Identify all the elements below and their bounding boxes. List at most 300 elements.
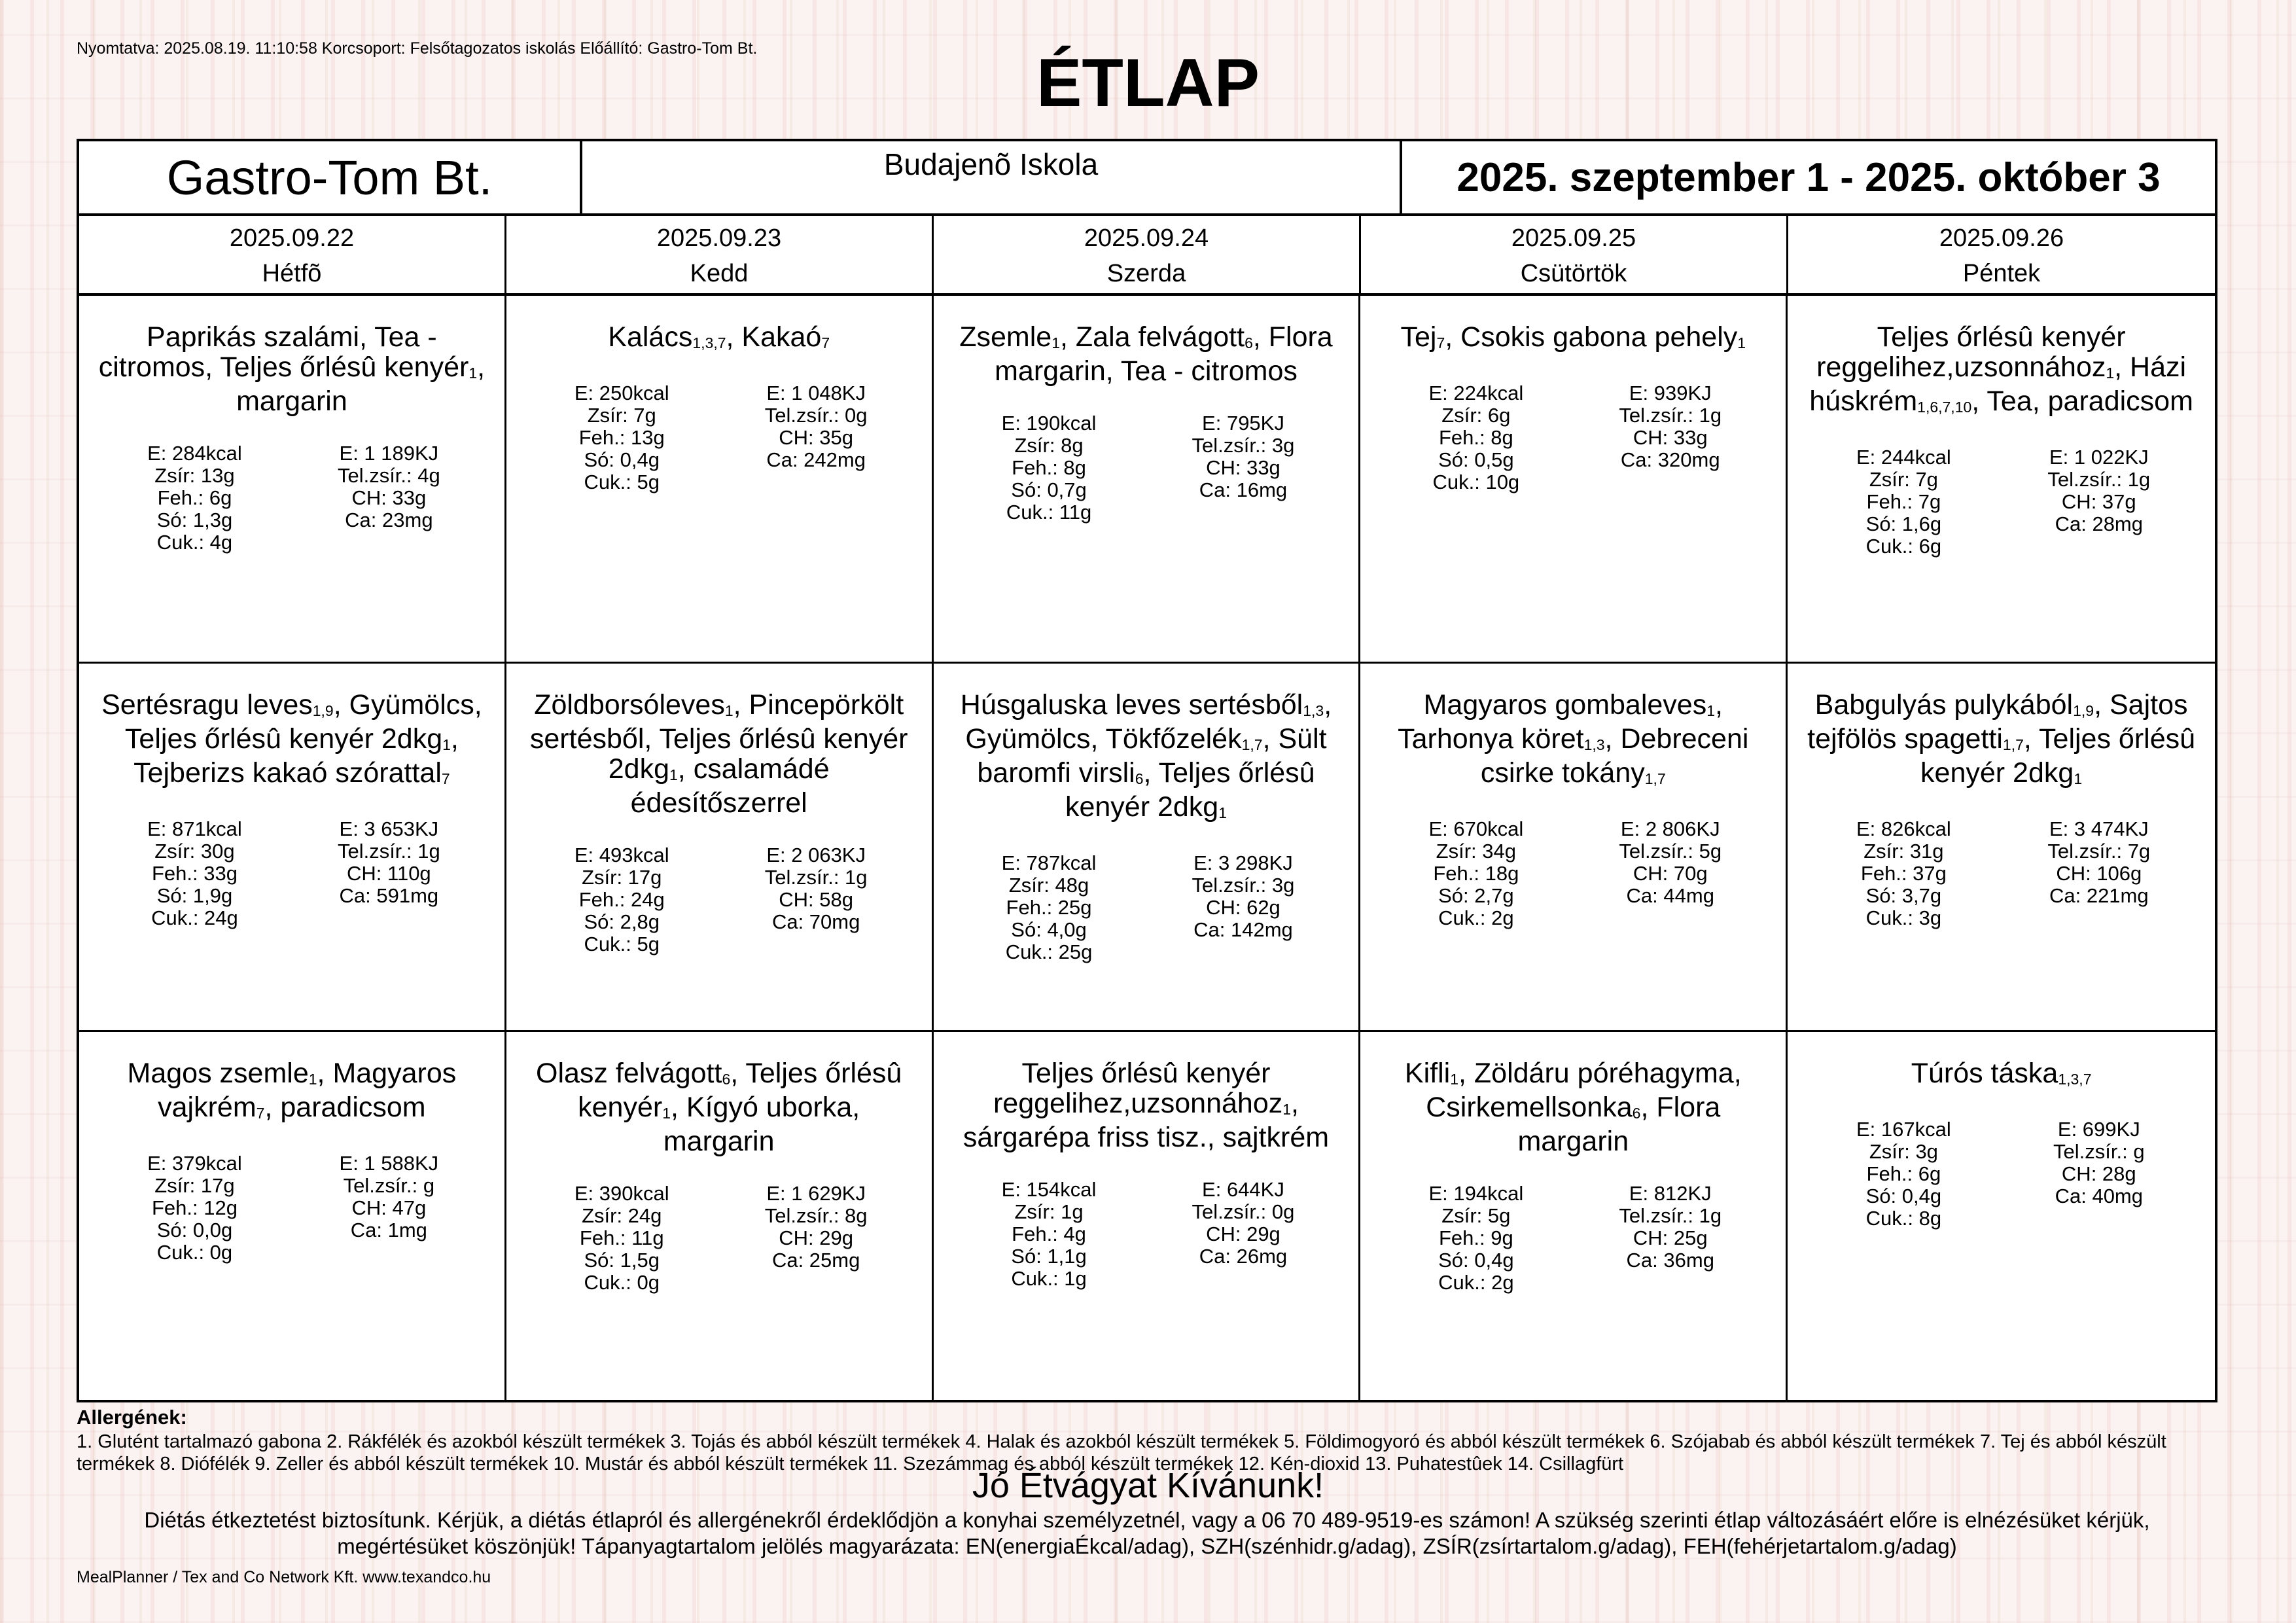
nutrition-value: CH: 47g (351, 1196, 427, 1219)
nutrition-value: E: 3 298KJ (1193, 851, 1293, 875)
meal-text: , Pincepörkölt sertésből, Teljes őrlésû kenyér 2dkg (529, 689, 908, 785)
meal-description (97, 690, 486, 792)
nutrition-value: Feh.: 25g (1006, 896, 1092, 919)
allergen-code: 6 (1632, 1104, 1641, 1122)
nutrition-value: E: 167kcal (1856, 1117, 1951, 1141)
nutrition-info (1379, 818, 1767, 929)
day-header (506, 216, 934, 293)
nutrition-value: Ca: 16mg (1199, 478, 1288, 501)
nutrition-value: E: 493kcal (574, 844, 669, 867)
nutrition-info (952, 412, 1341, 524)
nutrition-column (1379, 818, 1573, 929)
meal-cell (1360, 1032, 1788, 1400)
meal-text: Paprikás szalámi, Tea - citromos, Teljes őrlésû kenyér (98, 321, 469, 383)
nutrition-value: Tel.zsír.: 4g (337, 464, 440, 487)
meal-description (952, 322, 1341, 386)
nutrition-value: Tel.zsír.: 1g (2047, 468, 2151, 491)
nutrition-column (525, 382, 719, 493)
nutrition-info (525, 1183, 913, 1294)
nutrition-value: Só: 4,0g (1011, 918, 1087, 942)
nutrition-value: E: 939KJ (1629, 382, 1712, 404)
allergen-code: 1 (468, 365, 478, 382)
nutrition-column (1573, 1183, 1767, 1294)
meal-cell (1788, 296, 2215, 664)
meal-description (952, 1058, 1341, 1152)
nutrition-value: Ca: 23mg (345, 508, 433, 531)
meal-cell (79, 664, 506, 1031)
day-date: 2025.09.23 (656, 224, 782, 252)
day-header-row (77, 216, 2217, 293)
meal-text: , Tarhonya köret (1398, 689, 1723, 755)
nutrition-value: Tel.zsír.: g (2053, 1139, 2145, 1163)
nutrition-value: Zsír: 6g (1441, 404, 1511, 427)
nutrition-value: Tel.zsír.: 8g (764, 1204, 868, 1227)
nutrition-column (1146, 852, 1341, 963)
meal-text: , Tea, paradicsom (1971, 385, 2193, 417)
footer-credit: MealPlanner / Tex and Co Network Kft. www.texandco.hu (77, 1568, 491, 1586)
nutrition-value: E: 2 063KJ (766, 844, 866, 867)
nutrition-value: Só: 1,9g (156, 884, 233, 908)
nutrition-value: Ca: 36mg (1626, 1248, 1714, 1272)
nutrition-value: Feh.: 7g (1866, 490, 1941, 513)
nutrition-value: Zsír: 30g (154, 840, 235, 863)
allergen-code: 1 (662, 1104, 671, 1122)
allergen-code: 1 (669, 766, 678, 784)
nutrition-value: Ca: 320mg (1620, 448, 1720, 471)
nutrition-value: CH: 35g (779, 426, 854, 449)
allergen-code: 1 (1737, 334, 1746, 351)
allergen-code: 6 (722, 1070, 731, 1088)
diet-note: Diétás étkeztetést biztosítunk. Kérjük, a diétás étlapról és allergénekről érdeklődjön a konyhai személyzetnél, vagy a 06 70 489-9519-es számon! A szükség szerinti étlap változásáért előre is elnézésüket kérjük, megértésüket köszönjük! Tápanyagtartalom jelölés magyarázata: EN(energiaÉkcal/adag), SZH(szénhidr.g/adag), ZSÍR(zsírtartalom.g/adag), FEH(fehérjetartalom.g/adag) (144, 1508, 2150, 1558)
meal-text: , csalamádé édesítőszerrel (630, 753, 830, 819)
meal-cell (1360, 296, 1788, 664)
meal-text: , Teljes őrlésû kenyér 2dkg (1065, 757, 1315, 823)
nutrition-value: Feh.: 11g (579, 1226, 664, 1249)
meal-text: Túrós táska (1911, 1057, 2058, 1089)
nutrition-value: Cuk.: 5g (584, 933, 660, 956)
nutrition-value: CH: 37g (2061, 490, 2136, 513)
nutrition-column (292, 442, 486, 554)
nutrition-value: Zsír: 17g (582, 866, 662, 889)
nutrition-value: Zsír: 1g (1014, 1200, 1084, 1223)
nutrition-value: Só: 3,7g (1865, 884, 1942, 908)
allergen-code: 7 (821, 334, 830, 351)
allergen-code: 7 (441, 770, 450, 788)
nutrition-value: E: 812KJ (1629, 1181, 1712, 1205)
allergen-code: 6 (1245, 334, 1253, 351)
school-name: Budajenõ Iskola (582, 141, 1402, 213)
allergen-code: 7 (1436, 334, 1445, 351)
nutrition-value: Só: 1,6g (1865, 512, 1942, 535)
nutrition-value: Só: 2,7g (1438, 884, 1514, 908)
meal-description (1806, 322, 2197, 420)
nutrition-value: Zsír: 7g (1869, 468, 1938, 491)
nutrition-value: Cuk.: 25g (1005, 940, 1093, 964)
allergen-code: 1,7 (1644, 770, 1666, 788)
nutrition-value: Feh.: 6g (157, 486, 232, 509)
nutrition-info (1806, 1118, 2197, 1230)
meal-cell (934, 1032, 1361, 1400)
meal-text: , Flora margarin, Tea - citromos (995, 321, 1333, 387)
meal-text: Magyaros gombaleves (1423, 689, 1707, 721)
nutrition-value: E: 250kcal (574, 382, 669, 404)
meal-cell (506, 1032, 934, 1400)
day-date: 2025.09.22 (229, 224, 355, 252)
nutrition-value: E: 244kcal (1856, 446, 1951, 469)
allergen-code: 1,7 (2002, 736, 2024, 754)
nutrition-value: CH: 33g (1633, 426, 1708, 449)
menu-grid (77, 293, 2217, 1402)
nutrition-value: E: 644KJ (1202, 1177, 1284, 1201)
meal-text: , Flora margarin (1517, 1091, 1721, 1157)
meal-text: Zsemle (959, 321, 1052, 353)
nutrition-value: Cuk.: 6g (1865, 535, 1942, 558)
meal-cell (1360, 664, 1788, 1031)
nutrition-value: E: 699KJ (2057, 1117, 2140, 1141)
nutrition-value: Ca: 44mg (1626, 884, 1714, 908)
nutrition-value: E: 154kcal (1001, 1177, 1097, 1201)
nutrition-value: Só: 0,4g (1438, 1248, 1514, 1272)
nutrition-value: Só: 0,4g (584, 448, 660, 471)
meal-text: , Kígyó uborka, margarin (663, 1091, 860, 1157)
nutrition-column (952, 1179, 1146, 1290)
nutrition-info (1379, 1183, 1767, 1294)
nutrition-value: Cuk.: 24g (151, 906, 238, 930)
meal-text: , sárgarépa friss tisz., sajtkrém (963, 1087, 1330, 1153)
meal-description (525, 690, 913, 818)
nutrition-value: Zsír: 17g (154, 1173, 235, 1197)
nutrition-value: E: 390kcal (574, 1181, 669, 1205)
meal-cell (506, 664, 934, 1031)
nutrition-value: Tel.zsír.: 5g (1619, 840, 1722, 863)
meal-description (1379, 1058, 1767, 1156)
nutrition-value: Zsír: 7g (587, 404, 656, 427)
nutrition-value: Cuk.: 3g (1865, 906, 1942, 930)
nutrition-column (292, 818, 486, 929)
nutrition-value: E: 190kcal (1001, 412, 1097, 435)
nutrition-value: CH: 29g (779, 1226, 854, 1249)
nutrition-column (1146, 412, 1341, 524)
nutrition-value: Cuk.: 2g (1438, 906, 1514, 930)
nutrition-value: Ca: 70mg (771, 910, 860, 934)
day-header (1788, 216, 2215, 293)
meal-description (97, 322, 486, 416)
nutrition-value: Só: 0,7g (1011, 478, 1087, 501)
meal-text: Tej (1400, 321, 1437, 353)
nutrition-info (1379, 382, 1767, 493)
nutrition-column (97, 1152, 292, 1264)
allergen-code: 7 (256, 1104, 265, 1122)
nutrition-column (1379, 1183, 1573, 1294)
nutrition-value: E: 194kcal (1428, 1181, 1524, 1205)
allergen-code: 1,9 (2073, 702, 2094, 720)
nutrition-column (2002, 1118, 2197, 1230)
allergen-code: 1,6,7,10 (1917, 399, 1972, 416)
nutrition-value: E: 787kcal (1001, 851, 1097, 875)
nutrition-value: Só: 0,4g (1865, 1184, 1942, 1207)
nutrition-value: Zsír: 34g (1436, 840, 1516, 863)
meal-text: , Házi húskrém (1809, 351, 2187, 417)
nutrition-value: E: 3 474KJ (2049, 817, 2149, 841)
nutrition-value: CH: 110g (347, 862, 431, 885)
meal-text: Zöldborsóleves (534, 689, 725, 721)
nutrition-value: CH: 29g (1206, 1222, 1280, 1245)
nutrition-value: Só: 1,3g (156, 508, 233, 531)
nutrition-value: E: 1 629KJ (766, 1181, 866, 1205)
meal-cell (79, 296, 506, 664)
nutrition-info (525, 844, 913, 955)
meal-text: , Teljes őrlésû kenyér (578, 1057, 902, 1123)
day-name: Kedd (690, 260, 749, 287)
allergen-code: 6 (1135, 770, 1144, 788)
nutrition-value: CH: 58g (779, 888, 854, 912)
nutrition-value: Cuk.: 11g (1006, 501, 1092, 524)
day-name: Csütörtök (1520, 260, 1627, 287)
nutrition-value: Feh.: 8g (1012, 456, 1086, 479)
nutrition-value: Zsír: 5g (1441, 1204, 1511, 1227)
meal-cell (934, 296, 1361, 664)
print-info: Nyomtatva: 2025.08.19. 11:10:58 Korcsoport: Felsőtagozatos iskolás Előállító: Gastro-Tom Bt. (77, 39, 758, 58)
meal-text: Kifli (1404, 1057, 1451, 1089)
meal-cell (1788, 664, 2215, 1031)
nutrition-value: Só: 2,8g (584, 910, 660, 934)
allergen-code: 1,7 (1241, 736, 1263, 754)
nutrition-value: Cuk.: 10g (1432, 471, 1520, 493)
nutrition-value: Ca: 221mg (2049, 884, 2149, 908)
nutrition-column (97, 442, 292, 554)
nutrition-value: Feh.: 12g (151, 1196, 238, 1219)
nutrition-value: Só: 1,1g (1011, 1244, 1087, 1268)
nutrition-column (1146, 1179, 1341, 1290)
nutrition-info (525, 382, 913, 493)
nutrition-value: Feh.: 13g (578, 426, 665, 449)
nutrition-value: Tel.zsír.: 0g (764, 404, 868, 427)
meal-text: , Teljes őrlésû kenyér 2dkg (1920, 723, 2196, 789)
nutrition-value: E: 795KJ (1202, 412, 1284, 435)
nutrition-column (1806, 446, 2001, 558)
allergen-code: 1 (2106, 365, 2115, 382)
allergen-code: 1 (442, 736, 451, 754)
nutrition-value: Ca: 1mg (350, 1218, 427, 1241)
nutrition-column (2002, 446, 2197, 558)
allergen-code: 1,3,7 (692, 334, 726, 351)
nutrition-value: Feh.: 8g (1438, 426, 1513, 449)
nutrition-column (719, 1183, 913, 1294)
meal-text: , Sült baromfi virsli (977, 723, 1327, 789)
nutrition-value: Cuk.: 8g (1865, 1206, 1942, 1230)
nutrition-column (97, 818, 292, 929)
nutrition-value: Zsír: 48g (1008, 874, 1089, 897)
meal-text: , Gyümölcs, Teljes őrlésû kenyér 2dkg (124, 689, 482, 755)
nutrition-value: Feh.: 24g (578, 888, 665, 912)
meal-description (525, 322, 913, 356)
allergen-code: 1 (1218, 804, 1227, 822)
meal-text: , Zöldáru póréhagyma, Csirkemellsonka (1426, 1057, 1742, 1123)
nutrition-value: Tel.zsír.: 1g (1619, 1204, 1722, 1227)
meal-text: Sertésragu leves (101, 689, 313, 721)
nutrition-value: E: 1 189KJ (339, 442, 439, 465)
meal-text: Kalács (608, 321, 693, 353)
meal-text: , Magyaros vajkrém (158, 1057, 457, 1123)
meal-description (97, 1058, 486, 1126)
menu-header (77, 139, 2217, 216)
meal-description (1379, 322, 1767, 356)
page-title: ÉTLAP (1036, 45, 1260, 121)
nutrition-value: CH: 33g (351, 486, 427, 509)
nutrition-value: CH: 70g (1633, 862, 1708, 885)
nutrition-value: Tel.zsír.: 1g (1619, 404, 1722, 427)
nutrition-column (2002, 818, 2197, 929)
nutrition-column (719, 844, 913, 955)
nutrition-value: E: 826kcal (1856, 817, 1951, 841)
meal-text: Olasz felvágott (536, 1057, 722, 1089)
date-range: 2025. szeptember 1 - 2025. október 3 (1457, 154, 2161, 200)
nutrition-value: Feh.: 33g (151, 862, 238, 885)
meal-cell (79, 1032, 506, 1400)
allergen-code: 1 (308, 1070, 317, 1088)
day-name: Szerda (1106, 260, 1186, 287)
nutrition-column (1573, 382, 1767, 493)
nutrition-value: Ca: 26mg (1199, 1244, 1288, 1268)
nutrition-value: E: 2 806KJ (1620, 817, 1720, 841)
meal-text: Teljes őrlésû kenyér reggelihez,uzsonnához (993, 1057, 1283, 1119)
nutrition-column (952, 852, 1146, 963)
nutrition-value: E: 1 048KJ (766, 382, 866, 404)
nutrition-value: Tel.zsír.: 1g (337, 840, 440, 863)
nutrition-value: Só: 0,5g (1438, 448, 1514, 471)
nutrition-column (1806, 1118, 2001, 1230)
nutrition-value: Ca: 242mg (766, 448, 866, 471)
allergen-list: 1. Glutént tartalmazó gabona 2. Rákfélék és azokból készült termékek 3. Tojás és abból készült termékek 4. Halak és azokból készült termékek 5. Földimogyoró és abból készült termékek 6. Szójabab és abból készült termékek 7. Tej és abból készült termékek 8. Diófélék 9. Zeller és abból készült termékek 10. Mustár és abból készült termékek 11. Szezámmag és abból készült termékek 12. Kén-dioxid 13. Puhatestûek 14. Csillagfürt (77, 1431, 2166, 1474)
nutrition-value: E: 670kcal (1428, 817, 1524, 841)
allergen-title: Allergének: (77, 1406, 187, 1429)
nutrition-info (97, 818, 486, 929)
nutrition-value: Zsír: 3g (1869, 1139, 1938, 1163)
nutrition-value: Cuk.: 0g (156, 1240, 233, 1264)
nutrition-value: CH: 28g (2061, 1162, 2136, 1185)
nutrition-value: Tel.zsír.: 7g (2047, 840, 2151, 863)
nutrition-value: E: 1 022KJ (2049, 446, 2149, 469)
day-date: 2025.09.24 (1084, 224, 1209, 252)
nutrition-value: CH: 33g (1206, 456, 1280, 479)
meal-text: , paradicsom (264, 1091, 426, 1123)
nutrition-column (292, 1152, 486, 1264)
meal-text: , Kakaó (726, 321, 822, 353)
allergen-code: 1 (1450, 1070, 1459, 1088)
meal-text: , Zala felvágott (1060, 321, 1245, 353)
nutrition-value: Cuk.: 5g (584, 471, 660, 493)
allergen-code: 1 (2074, 770, 2083, 788)
nutrition-column (1379, 382, 1573, 493)
meal-text: Magos zsemle (127, 1057, 309, 1089)
nutrition-value: E: 871kcal (147, 817, 242, 841)
nutrition-info (1806, 446, 2197, 558)
nutrition-value: Feh.: 9g (1438, 1226, 1513, 1249)
meal-cell (1788, 1032, 2215, 1400)
meal-description (525, 1058, 913, 1156)
day-date: 2025.09.26 (1939, 224, 2064, 252)
nutrition-info (952, 852, 1341, 963)
day-name: Péntek (1962, 260, 2041, 287)
nutrition-value: Cuk.: 4g (156, 531, 233, 554)
meal-text: , margarin (236, 351, 486, 417)
nutrition-value: Feh.: 37g (1860, 862, 1947, 885)
allergen-code: 1,3,7 (2058, 1070, 2092, 1088)
allergen-code: 1,3 (1303, 702, 1324, 720)
nutrition-value: Zsír: 13g (154, 464, 235, 487)
nutrition-value: E: 284kcal (147, 442, 242, 465)
day-date: 2025.09.25 (1511, 224, 1636, 252)
allergen-code: 1,3 (1583, 736, 1605, 754)
meal-cell (506, 296, 934, 664)
allergen-code: 1,9 (312, 702, 334, 720)
nutrition-value: CH: 25g (1633, 1226, 1708, 1249)
meal-description (1806, 1058, 2197, 1092)
nutrition-value: Tel.zsír.: g (343, 1173, 435, 1197)
nutrition-column (719, 382, 913, 493)
nutrition-value: E: 1 588KJ (339, 1151, 439, 1175)
meal-text: Húsgaluska leves sertésből (960, 689, 1303, 721)
day-name: Hétfõ (262, 260, 322, 287)
meal-text: Babgulyás pulykából (1814, 689, 2074, 721)
nutrition-info (97, 1152, 486, 1264)
nutrition-value: Feh.: 6g (1866, 1162, 1941, 1185)
nutrition-value: Tel.zsír.: 0g (1192, 1200, 1295, 1223)
nutrition-value: CH: 106g (2056, 862, 2142, 885)
allergen-code: 1 (1706, 702, 1716, 720)
nutrition-value: E: 224kcal (1428, 382, 1524, 404)
nutrition-value: CH: 62g (1206, 896, 1280, 919)
day-header (1361, 216, 1788, 293)
nutrition-value: Cuk.: 1g (1011, 1266, 1087, 1290)
nutrition-value: Tel.zsír.: 3g (1192, 434, 1295, 457)
allergen-code: 1 (1282, 1100, 1292, 1118)
nutrition-info (952, 1179, 1341, 1290)
nutrition-value: Ca: 28mg (2055, 512, 2143, 535)
nutrition-info (1806, 818, 2197, 929)
closing-greeting: Jó Étvágyat Kívánunk! (972, 1466, 1324, 1505)
nutrition-column (525, 844, 719, 955)
day-header (79, 216, 506, 293)
meal-text: Teljes őrlésû kenyér reggelihez,uzsonnához (1816, 321, 2126, 383)
meal-cell (934, 664, 1361, 1031)
meal-text: , Debreceni csirke tokány (1480, 723, 1749, 789)
nutrition-value: Ca: 40mg (2055, 1184, 2143, 1207)
company-name: Gastro-Tom Bt. (79, 141, 582, 213)
meal-description (1379, 690, 1767, 792)
meal-text: , Sajtos tejfölös spagetti (1807, 689, 2188, 755)
nutrition-value: Cuk.: 0g (584, 1270, 660, 1294)
nutrition-value: E: 3 653KJ (339, 817, 439, 841)
nutrition-value: Só: 0,0g (156, 1218, 233, 1241)
nutrition-value: Zsír: 8g (1014, 434, 1084, 457)
nutrition-column (1573, 818, 1767, 929)
nutrition-value: Só: 1,5g (584, 1248, 660, 1272)
meal-description (952, 690, 1341, 826)
nutrition-value: Tel.zsír.: 1g (764, 866, 868, 889)
day-header (934, 216, 1361, 293)
meal-description (1806, 690, 2197, 792)
nutrition-value: Zsír: 31g (1863, 840, 1944, 863)
meal-text: , Tejberizs kakaó szórattal (133, 723, 459, 789)
nutrition-value: Ca: 142mg (1193, 918, 1293, 942)
nutrition-column (1806, 818, 2001, 929)
allergen-code: 1 (724, 702, 733, 720)
nutrition-column (525, 1183, 719, 1294)
allergen-code: 1 (1051, 334, 1061, 351)
nutrition-value: Feh.: 4g (1012, 1222, 1086, 1245)
nutrition-value: Tel.zsír.: 3g (1192, 874, 1295, 897)
